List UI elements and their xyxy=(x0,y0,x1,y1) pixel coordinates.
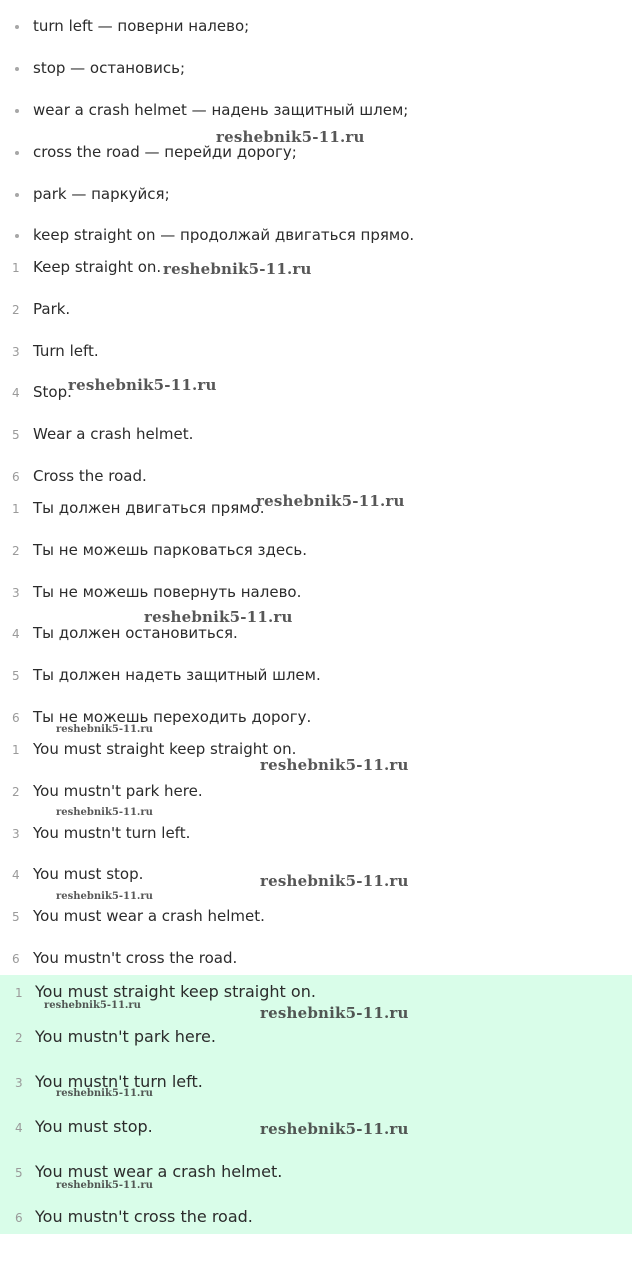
list-item xyxy=(0,945,632,973)
list-item-text: Stop. xyxy=(33,383,72,401)
item-number: 5 xyxy=(15,1166,23,1180)
item-number: 1 xyxy=(15,986,23,1000)
item-number: 5 xyxy=(12,669,20,683)
item-number: 1 xyxy=(12,743,20,757)
list-item-text: You must wear a crash helmet. xyxy=(35,1162,283,1181)
item-number: 5 xyxy=(12,910,20,924)
list-item-text: You mustn't park here. xyxy=(33,782,203,800)
item-number: 2 xyxy=(15,1031,23,1045)
watermark: reshebnik5-11.ru xyxy=(260,756,409,774)
list-item-text: wear a crash helmet — надень защитный шлем; xyxy=(33,101,409,119)
item-number: 3 xyxy=(15,1076,23,1090)
watermark: reshebnik5-11.ru xyxy=(260,1120,409,1138)
watermark: reshebnik5-11.ru xyxy=(56,1088,153,1099)
item-number: 3 xyxy=(12,827,20,841)
watermark: reshebnik5-11.ru xyxy=(56,724,153,735)
item-number: 2 xyxy=(12,785,20,799)
list-item xyxy=(0,820,632,848)
list-item-text: Park. xyxy=(33,300,71,318)
watermark: reshebnik5-11.ru xyxy=(260,872,409,890)
watermark: reshebnik5-11.ru xyxy=(256,492,405,510)
watermark: reshebnik5-11.ru xyxy=(56,891,153,902)
list-item-text: Ты не можешь повернуть налево. xyxy=(33,583,302,601)
list-item-text: Ты не можешь парковаться здесь. xyxy=(33,541,307,559)
list-item xyxy=(0,778,632,806)
list-item-text: Ты не можешь переходить дорогу. xyxy=(33,708,312,726)
list-item-text: Turn left. xyxy=(33,342,99,360)
list-item-text: You must straight keep straight on. xyxy=(35,982,316,1001)
list-item-text: You must straight keep straight on. xyxy=(33,740,297,758)
list-item-text: keep straight on — продолжай двигаться прямо. xyxy=(33,226,415,244)
item-number: 3 xyxy=(12,345,20,359)
item-number: 1 xyxy=(12,502,20,516)
list-item-text: Wear a crash helmet. xyxy=(33,425,194,443)
list-item-text: You must stop. xyxy=(33,865,144,883)
list-item xyxy=(0,1204,632,1232)
item-number: 2 xyxy=(12,303,20,317)
item-number: 4 xyxy=(12,868,20,882)
item-number: 6 xyxy=(12,470,20,484)
list-item-text: Ты должен остановиться. xyxy=(33,624,238,642)
list-item-text: You mustn't park here. xyxy=(35,1027,216,1046)
item-number: 3 xyxy=(12,586,20,600)
watermark: reshebnik5-11.ru xyxy=(163,260,312,278)
watermark: reshebnik5-11.ru xyxy=(44,1000,141,1011)
list-item-text: Ты должен двигаться прямо. xyxy=(33,499,265,517)
item-number: 4 xyxy=(12,627,20,641)
item-number: 5 xyxy=(12,428,20,442)
list-item-text: You must stop. xyxy=(35,1117,153,1136)
list-item-text: turn left — поверни налево; xyxy=(33,17,250,35)
item-number: 6 xyxy=(12,711,20,725)
list-item-text: stop — остановись; xyxy=(33,59,185,77)
list-item-text: You must wear a crash helmet. xyxy=(33,907,265,925)
list-item xyxy=(0,903,632,931)
list-item-text: You mustn't turn left. xyxy=(35,1072,203,1091)
item-number: 4 xyxy=(12,386,20,400)
list-item-text: Keep straight on. xyxy=(33,258,162,276)
list-item-text: You mustn't cross the road. xyxy=(35,1207,253,1226)
watermark: reshebnik5-11.ru xyxy=(56,1180,153,1191)
watermark: reshebnik5-11.ru xyxy=(144,608,293,626)
item-number: 4 xyxy=(15,1121,23,1135)
item-number: 2 xyxy=(12,544,20,558)
list-item-text: Ты должен надеть защитный шлем. xyxy=(33,666,321,684)
watermark: reshebnik5-11.ru xyxy=(68,376,217,394)
list-item-text: You mustn't turn left. xyxy=(33,824,191,842)
list-item-text: park — паркуйся; xyxy=(33,185,170,203)
item-number: 6 xyxy=(12,952,20,966)
list-item-text: You mustn't cross the road. xyxy=(33,949,238,967)
item-number: 6 xyxy=(15,1211,23,1225)
watermark: reshebnik5-11.ru xyxy=(216,128,365,146)
watermark: reshebnik5-11.ru xyxy=(260,1004,409,1022)
list-item-text: Cross the road. xyxy=(33,467,147,485)
list-item xyxy=(0,1024,632,1052)
item-number: 1 xyxy=(12,261,20,275)
watermark: reshebnik5-11.ru xyxy=(56,807,153,818)
list-item-text: cross the road — перейди дорогу; xyxy=(33,143,297,161)
